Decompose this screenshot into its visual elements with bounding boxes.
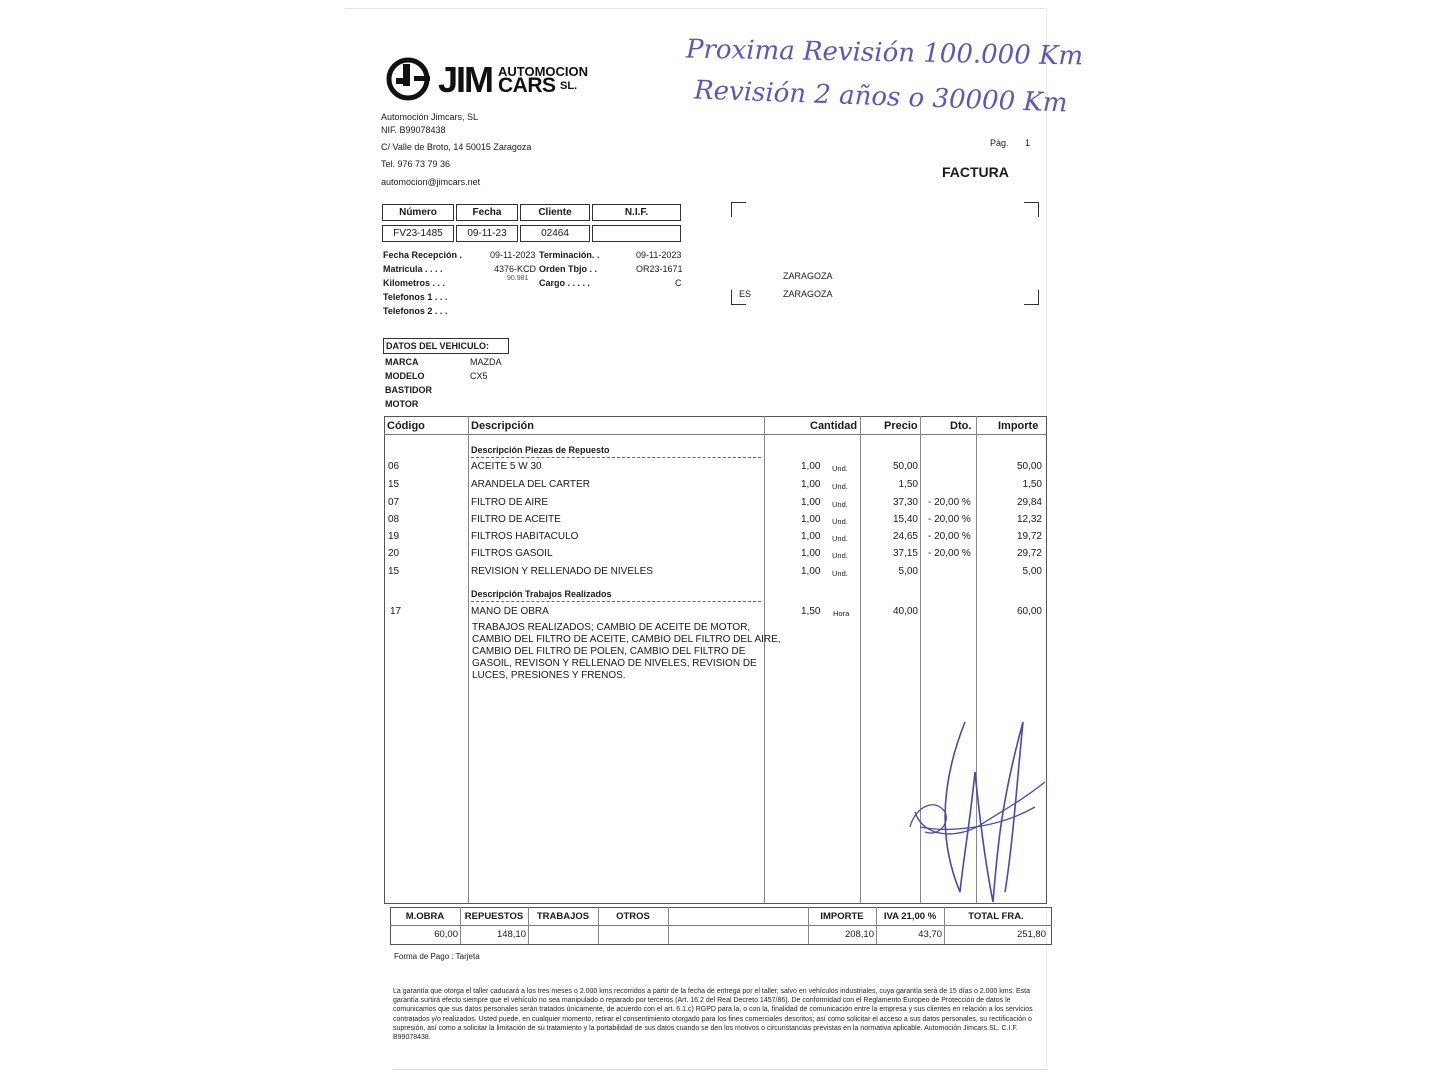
row-unit: Und. xyxy=(832,569,848,578)
terminacion-label: Terminación. . xyxy=(539,250,600,260)
orden-value: OR23-1671 xyxy=(636,264,683,274)
row-amount: 12,32 xyxy=(1016,514,1042,525)
row-code: 07 xyxy=(388,497,400,508)
total-mobra-label: M.OBRA xyxy=(405,911,445,922)
row-amount: 1,50 xyxy=(1022,479,1042,490)
header-numero-label: Número xyxy=(382,204,454,221)
row-code: 19 xyxy=(388,531,400,542)
row-unit: Und. xyxy=(832,500,848,509)
th-cantidad: Cantidad xyxy=(810,420,858,432)
total-iva-label: IVA 21,00 % xyxy=(883,911,937,922)
row-amount: 50,00 xyxy=(1016,461,1042,472)
row-amount: 29,72 xyxy=(1016,548,1042,559)
row-price: 15,40 xyxy=(892,514,918,525)
row-desc: ARANDELA DEL CARTER xyxy=(471,479,590,490)
page-label: Pág. xyxy=(990,138,1009,148)
total-repuestos-label: REPUESTOS xyxy=(464,911,524,922)
invoice-date: 09-11-23 xyxy=(456,225,518,242)
company-email: automocion@jimcars.net xyxy=(381,177,481,187)
total-importe-value: 208,10 xyxy=(844,929,874,940)
row-code: 06 xyxy=(388,461,400,472)
work-note-line: LUCES, PRESIONES Y FRENOS. xyxy=(472,670,626,681)
th-precio: Precio xyxy=(884,420,918,432)
header-nif-label: N.I.F. xyxy=(592,204,681,221)
row-desc: ACEITE 5 W 30 xyxy=(471,461,542,472)
th-dto: Dto. xyxy=(950,420,972,432)
work-note-line: CAMBIO DEL FILTRO DE POLEN, CAMBIO DEL FILTRO DE xyxy=(472,646,746,657)
table-col-rule xyxy=(860,416,861,903)
total-iva-value: 43,70 xyxy=(918,929,942,940)
table-col-rule xyxy=(764,416,765,903)
bottom-rule xyxy=(393,1069,1048,1070)
row-qty: 1,00 xyxy=(801,497,821,508)
cargo-value: C xyxy=(675,278,682,288)
header-fecha-label: Fecha xyxy=(456,204,518,221)
total-fra-label: TOTAL FRA. xyxy=(968,911,1024,922)
row-qty: 1,00 xyxy=(801,514,821,525)
section-parts-title: Descripción Piezas de Repuesto xyxy=(471,445,610,455)
marca-value: MAZDA xyxy=(470,357,502,367)
totals-col-rule xyxy=(668,907,669,944)
row-code: 08 xyxy=(388,514,400,525)
row-price: 50,00 xyxy=(892,461,918,472)
kilometros-value: 90.981 xyxy=(507,275,529,282)
total-mobra-value: 60,00 xyxy=(434,929,458,940)
th-importe: Importe xyxy=(998,420,1039,432)
logo-cars: CARS xyxy=(498,74,556,97)
address-corner-br xyxy=(1024,290,1039,305)
terminacion-value: 09-11-2023 xyxy=(636,250,682,260)
row-discount: - 20,00 % xyxy=(928,531,971,542)
page-edge xyxy=(345,8,1045,9)
row-unit: Und. xyxy=(832,551,848,560)
row-code: 15 xyxy=(388,479,400,490)
handwritten-note-2: Revisión 2 años o 30000 Km xyxy=(693,75,1068,119)
row-unit: Hora xyxy=(833,609,850,618)
row-price: 37,15 xyxy=(892,548,918,559)
page-number: 1 xyxy=(1025,138,1031,148)
company-nif: NIF. B99078438 xyxy=(381,125,446,135)
company-logo xyxy=(386,56,616,102)
table-header-rule xyxy=(384,434,1047,435)
row-amount: 19,72 xyxy=(1016,531,1042,542)
section-work-title: Descripción Trabajos Realizados xyxy=(471,589,612,599)
kilometros-label: Kilometros . . . xyxy=(383,278,446,288)
row-qty: 1,00 xyxy=(801,461,821,472)
signature-icon xyxy=(905,712,1050,907)
row-qty: 1,00 xyxy=(801,548,821,559)
row-discount: - 20,00 % xyxy=(928,548,971,559)
row-qty: 1,00 xyxy=(801,566,821,577)
vehicle-title: DATOS DEL VEHICULO: xyxy=(383,338,509,354)
row-desc: FILTROS GASOIL xyxy=(471,548,553,559)
payment-method: Forma de Pago : Tarjeta xyxy=(394,952,480,961)
row-desc: FILTRO DE AIRE xyxy=(471,497,549,508)
row-discount: - 20,00 % xyxy=(928,514,971,525)
address-city: ZARAGOZA xyxy=(783,271,833,281)
telefonos2-label: Telefonos 2 . . . xyxy=(383,306,448,316)
total-trabajos-label: TRABAJOS xyxy=(536,911,590,922)
address-country: ES xyxy=(739,289,752,299)
row-price: 37,30 xyxy=(892,497,918,508)
row-unit: Und. xyxy=(832,534,848,543)
modelo-value: CX5 xyxy=(470,371,488,381)
company-phone: Tel. 976 73 79 36 xyxy=(381,159,451,169)
handwritten-note-1: Proxima Revisión 100.000 Km xyxy=(685,34,1084,72)
row-discount: - 20,00 % xyxy=(928,497,971,508)
cargo-label: Cargo . . . . . xyxy=(539,278,591,288)
row-qty: 1,00 xyxy=(801,531,821,542)
th-descripcion: Descripción xyxy=(471,420,534,432)
total-fra-value: 251,80 xyxy=(1016,929,1046,940)
row-price: 40,00 xyxy=(892,606,918,617)
row-unit: Und. xyxy=(832,517,848,526)
logo-suffix: SL. xyxy=(560,80,578,92)
row-unit: Und. xyxy=(832,482,848,491)
section-rule xyxy=(471,601,761,602)
client-code: 02464 xyxy=(520,225,590,242)
matricula-value: 4376-KCD xyxy=(494,264,537,274)
row-price: 24,65 xyxy=(892,531,918,542)
work-note-line: TRABAJOS REALIZADOS; CAMBIO DE ACEITE DE MOTOR, xyxy=(472,622,751,633)
invoice-number: FV23-1485 xyxy=(382,225,454,242)
row-qty: 1,00 xyxy=(801,479,821,490)
row-amount: 60,00 xyxy=(1016,606,1042,617)
fecha-recepcion-label: Fecha Recepción . xyxy=(383,250,463,260)
section-rule xyxy=(471,457,761,458)
row-code: 15 xyxy=(388,566,400,577)
th-codigo: Código xyxy=(387,420,425,432)
address-corner-tl xyxy=(731,202,746,217)
table-col-rule xyxy=(468,416,469,903)
legal-notice: La garantía que otorga el taller caducará a los tres meses o 2.000 kms recorridos a partir de la fecha de entrega por el taller, salvo en vehículos industriales, cuya garantía será de 15 días o 2.000 kms. Esta garantía surtirá efecto siempre que el vehículo no sea manipulado o reparado por terceros (Art. 16.2 del Real Decreto 1457/86). De conformidad con el Reglamento Europeo de Protección de datos le comunicamos que sus datos personales serán tratados únicamente, de acuerdo con el art. 6.1.c) RGPD para la, o con la, finalidad de comunicación entre la empresa y sus clientes en relación a los servicios contratados y/o realizados. Usted puede, en cualquier momento, retirar el consentimiento otorgado para los fines comerciales descritos; así como solicitar el acceso a sus datos personales, su rectificación o supresión, así como a solicitar la limitación de su tratamiento y la portabilidad de sus datos cuando se den los motivos o circunstancias previstas en la normativa aplicable. Automoción Jimcars SL. C.I.F. B99078438. xyxy=(393,988,1033,1042)
row-code: 17 xyxy=(390,606,402,617)
company-name: Automoción Jimcars, SL xyxy=(381,112,479,122)
row-price: 5,00 xyxy=(898,566,918,577)
row-code: 20 xyxy=(388,548,400,559)
row-desc: REVISION Y RELLENADO DE NIVELES xyxy=(471,566,653,577)
total-otros-label: OTROS xyxy=(616,911,650,922)
row-amount: 29,84 xyxy=(1016,497,1042,508)
totals-mid-rule xyxy=(390,925,1052,926)
logo-jim: JIM xyxy=(438,59,493,100)
work-note-line: GASOIL, REVISON Y RELLENAO DE NIVELES, REVISION DE xyxy=(472,658,757,669)
total-repuestos-value: 148,10 xyxy=(496,929,526,940)
logo-automocion: AUTOMOCION xyxy=(498,64,589,79)
marca-label: MARCA xyxy=(385,357,419,367)
row-desc: FILTRO DE ACEITE xyxy=(471,514,561,525)
row-desc: MANO DE OBRA xyxy=(471,606,549,617)
bastidor-label: BASTIDOR xyxy=(385,385,432,395)
total-importe-label: IMPORTE xyxy=(820,911,864,922)
work-note-line: CAMBIO DEL FILTRO DE ACEITE, CAMBIO DEL FILTRO DEL AIRE, xyxy=(472,634,781,645)
jim-emblem-icon xyxy=(386,56,436,102)
address-corner-tr xyxy=(1024,202,1039,217)
motor-label: MOTOR xyxy=(385,399,419,409)
row-qty: 1,50 xyxy=(801,606,821,617)
row-amount: 5,00 xyxy=(1022,566,1042,577)
client-nif xyxy=(592,225,681,242)
header-cliente-label: Cliente xyxy=(520,204,590,221)
matricula-label: Matrícula . . . . xyxy=(383,264,443,274)
modelo-label: MODELO xyxy=(385,371,425,381)
telefonos1-label: Telefonos 1 . . . xyxy=(383,292,448,302)
address-province: ZARAGOZA xyxy=(783,289,833,299)
fecha-recepcion-value: 09-11-2023 xyxy=(490,250,536,260)
document-title: FACTURA xyxy=(942,164,1009,180)
row-unit: Und. xyxy=(832,464,848,473)
orden-label: Orden Tbjo . . xyxy=(539,264,597,274)
row-desc: FILTROS HABITACULO xyxy=(471,531,579,542)
company-address: C/ Valle de Broto, 14 50015 Zaragoza xyxy=(381,142,532,152)
row-price: 1,50 xyxy=(898,479,918,490)
